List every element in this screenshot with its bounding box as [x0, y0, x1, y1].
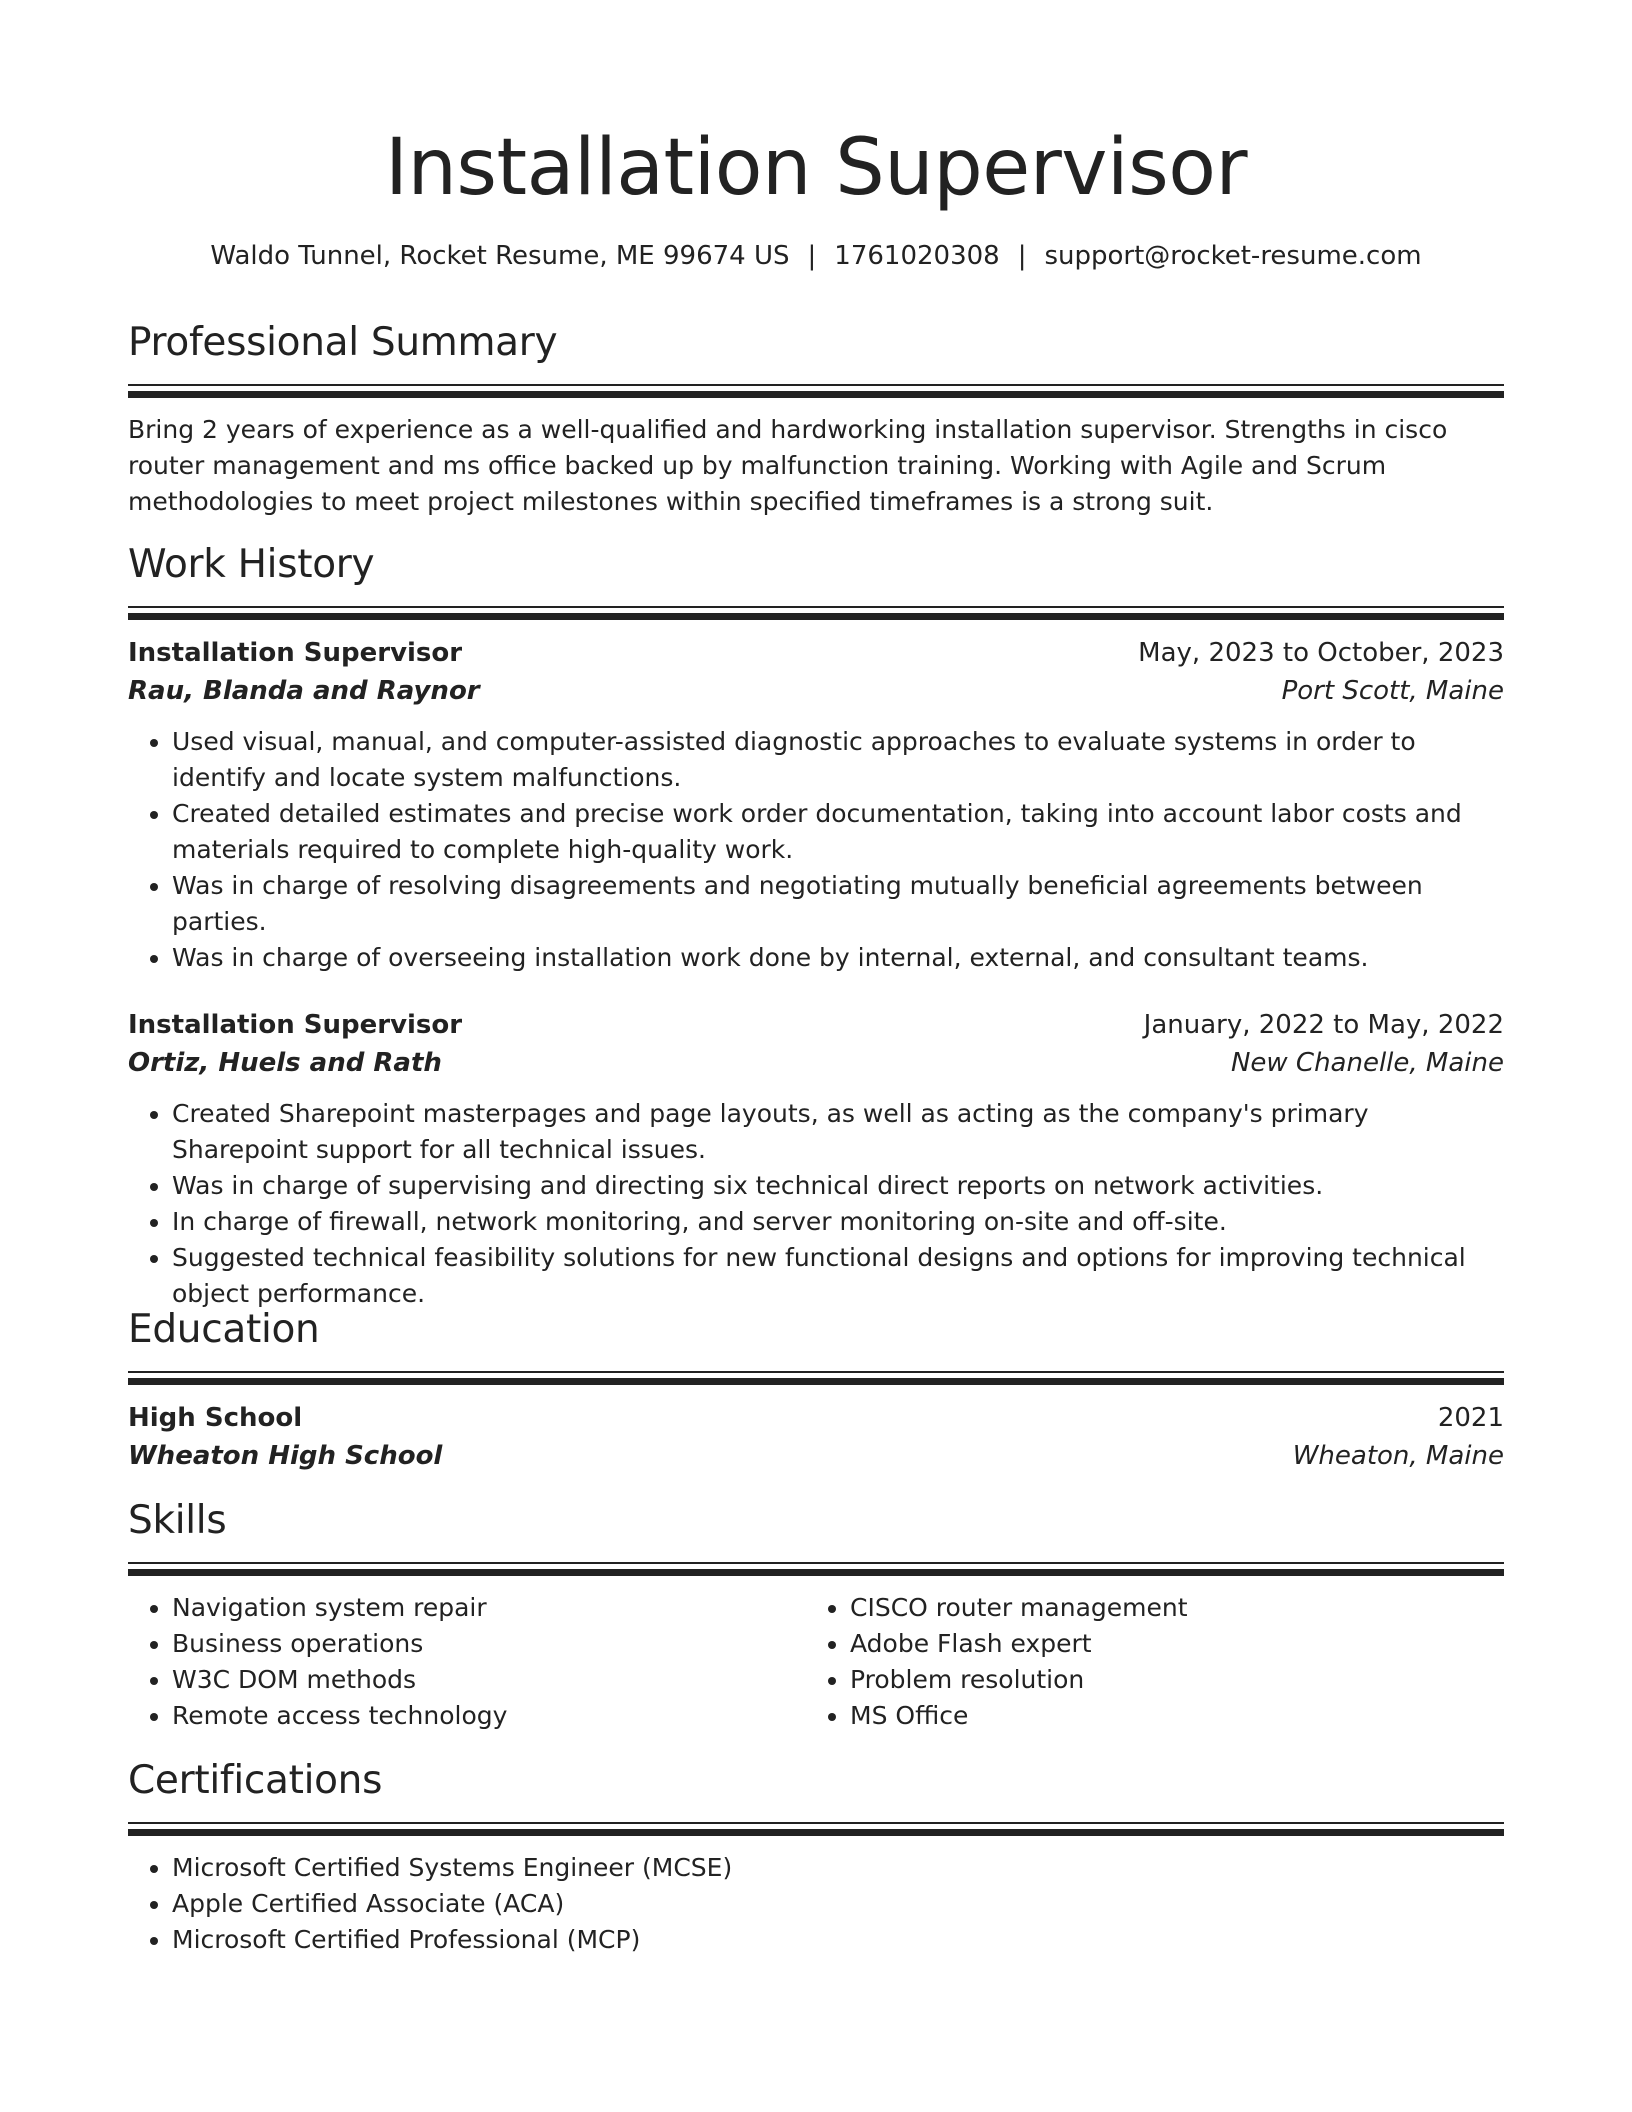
- list-item: • Was in charge of overseeing installation work done by internal, external, and consultant teams.: [172, 940, 1504, 976]
- list-item: • Suggested technical feasibility solutions for new functional designs and options for improving technical object performance.: [172, 1240, 1504, 1312]
- section-title: Skills: [128, 1498, 227, 1543]
- job-header: [128, 1006, 1504, 1044]
- summary-section: [128, 318, 1504, 520]
- list-item: • Created Sharepoint masterpages and page layouts, as well as acting as the company's primary Sharepoint support for all technical issues.: [172, 1096, 1504, 1168]
- contact-address: Waldo Tunnel, Rocket Resume, ME 99674 US: [210, 241, 790, 271]
- skills-column-right: [806, 1590, 1484, 1734]
- education-location: Wheaton, Maine: [1292, 1441, 1504, 1471]
- section-divider: [128, 1562, 1504, 1576]
- job-entry: [128, 1006, 1504, 1312]
- skills-column-left: [128, 1590, 806, 1734]
- candidate-name: Installation Supervisor: [384, 123, 1248, 213]
- skills-grid: [128, 1590, 1504, 1734]
- list-item: • W3C DOM methods: [172, 1662, 806, 1698]
- job-dates: January, 2022 to May, 2022: [1143, 1010, 1504, 1040]
- education-subheader: [128, 1437, 1504, 1475]
- list-item: • CISCO router management: [850, 1590, 1484, 1626]
- job-dates: May, 2023 to October, 2023: [1138, 638, 1504, 668]
- contact-separator: |: [1017, 241, 1027, 271]
- list-item: • MS Office: [850, 1698, 1484, 1734]
- list-item: • Microsoft Certified Professional (MCP): [172, 1922, 1504, 1958]
- work-history-section: [128, 540, 1504, 1312]
- job-header: [128, 634, 1504, 672]
- section-title: Education: [128, 1307, 320, 1352]
- section-title: Work History: [128, 542, 375, 587]
- job-location: Port Scott, Maine: [1281, 676, 1504, 706]
- section-divider: [128, 1371, 1504, 1385]
- job-location: New Chanelle, Maine: [1230, 1048, 1504, 1078]
- section-divider: [128, 606, 1504, 620]
- section-title: Certifications: [128, 1758, 383, 1803]
- job-bullets: [128, 724, 1504, 976]
- list-item: • Business operations: [172, 1626, 806, 1662]
- summary-text: Bring 2 years of experience as a well-qualified and hardworking installation supervisor. Strengths in cisco router management and ms office backed up by malfunction training. Working with Agile and Scrum methodologies to meet project milestones within specified timeframes is a strong suit.: [128, 415, 1448, 516]
- list-item: • Adobe Flash expert: [850, 1626, 1484, 1662]
- job-role: Installation Supervisor: [128, 1010, 463, 1040]
- job-subheader: [128, 672, 1504, 710]
- section-title: Professional Summary: [128, 320, 558, 365]
- job-subheader: [128, 1044, 1504, 1082]
- contact-separator: |: [807, 241, 817, 271]
- list-item: • Microsoft Certified Systems Engineer (MCSE): [172, 1850, 1504, 1886]
- certifications-section: [128, 1756, 1504, 1958]
- list-item: • Remote access technology: [172, 1698, 806, 1734]
- education-school: Wheaton High School: [128, 1441, 443, 1471]
- list-item: • Used visual, manual, and computer-assisted diagnostic approaches to evaluate systems in order to identify and locate system malfunctions.: [172, 724, 1504, 796]
- education-header: [128, 1399, 1504, 1437]
- list-item: • Was in charge of resolving disagreements and negotiating mutually beneficial agreements between parties.: [172, 868, 1504, 940]
- list-item: • Created detailed estimates and precise work order documentation, taking into account labor costs and materials required to complete high-quality work.: [172, 796, 1504, 868]
- contact-email: support@rocket-resume.com: [1044, 241, 1422, 271]
- job-entry: [128, 634, 1504, 976]
- list-item: • Problem resolution: [850, 1662, 1484, 1698]
- skills-section: [128, 1496, 1504, 1734]
- education-section: [128, 1305, 1504, 1475]
- education-year: 2021: [1437, 1403, 1504, 1433]
- contact-phone: 1761020308: [834, 241, 1000, 271]
- list-item: • In charge of firewall, network monitoring, and server monitoring on-site and off-site.: [172, 1204, 1504, 1240]
- job-company: Rau, Blanda and Raynor: [128, 676, 480, 706]
- certifications-list: [128, 1850, 1504, 1958]
- contact-line: [128, 238, 1504, 274]
- section-divider: [128, 1822, 1504, 1836]
- education-degree: High School: [128, 1403, 303, 1433]
- list-item: • Was in charge of supervising and directing six technical direct reports on network activities.: [172, 1168, 1504, 1204]
- section-divider: [128, 384, 1504, 398]
- education-entry: [128, 1399, 1504, 1475]
- job-role: Installation Supervisor: [128, 638, 463, 668]
- job-bullets: [128, 1096, 1504, 1312]
- list-item: • Apple Certified Associate (ACA): [172, 1886, 1504, 1922]
- list-item: • Navigation system repair: [172, 1590, 806, 1626]
- job-company: Ortiz, Huels and Rath: [128, 1048, 442, 1078]
